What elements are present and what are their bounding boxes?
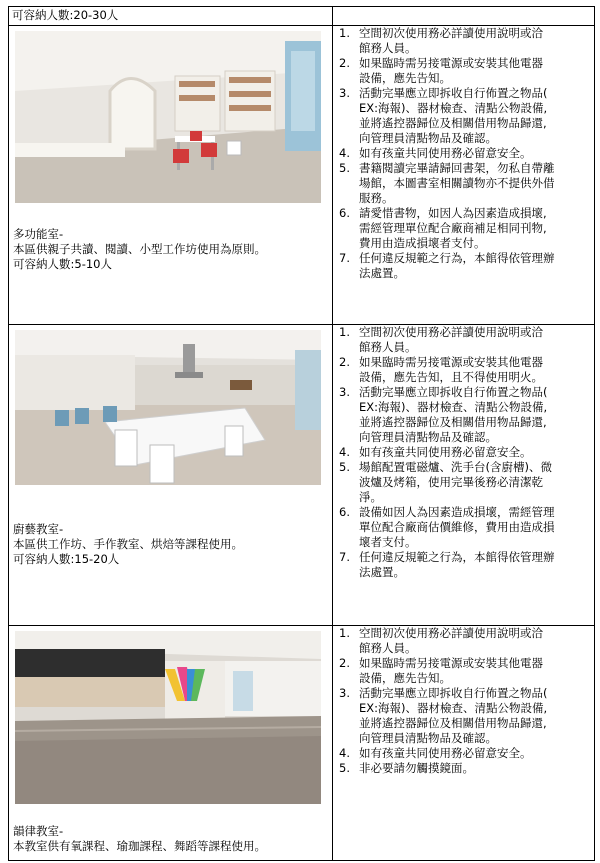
kitchen-classroom-photo — [15, 330, 321, 485]
list-item: 6. 設備如因人為因素造成損壞，需經管理 單位配合廠商估價維修，費用由造成損 壞者支付。 — [339, 505, 555, 549]
rules-cell — [333, 26, 595, 325]
list-item: 7. 任何違反規範之行為，本館得依管理辦 法處置。 — [339, 550, 555, 579]
list-item: 5. 場館配置電磁爐、洗手台(含廚槽)、微 波爐及烤箱，使用完畢後務必清潔乾 淨。 — [339, 460, 552, 504]
room-description: 本區供親子共讀、閱讀、小型工作坊使用為原則。 — [13, 242, 266, 256]
list-item: 2. 如果臨時需另接電源或安裝其他電器 設備，應先告知。 — [339, 56, 543, 85]
table-row — [9, 325, 595, 626]
list-item: 3. 活動完畢應立即拆收自行佈置之物品( EX:海報)、器材檢查、清點公物設備, 並將遙控器歸位及相關借用物品歸還, 向管理員清點物品及確認。 — [339, 86, 548, 145]
room-capacity: 可容納人數:15-20人 — [13, 552, 120, 566]
rules-cell — [333, 626, 595, 861]
list-item: 4. 如有孩童共同使用務必留意安全。 — [339, 146, 532, 160]
table-row — [9, 7, 595, 26]
list-item: 4. 如有孩童共同使用務必留意安全。 — [339, 746, 532, 760]
rules-cell — [333, 325, 595, 626]
rules-list — [333, 626, 594, 776]
list-item: 1. 空間初次使用務必詳讀使用說明或洽 館務人員。 — [339, 26, 543, 55]
list-item: 2. 如果臨時需另接電源或安裝其他電器 設備，應先告知，且不得使用明火。 — [339, 355, 543, 384]
room-cell-kitchen — [9, 325, 333, 626]
rules-list — [333, 325, 594, 580]
multipurpose-room-info — [13, 227, 266, 272]
rules-table — [8, 6, 595, 861]
room-capacity: 可容納人數:5-10人 — [13, 257, 112, 271]
rhythm-classroom-info — [13, 824, 266, 854]
list-item: 1. 空間初次使用務必詳讀使用說明或洽 館務人員。 — [339, 626, 543, 655]
multipurpose-room-photo — [15, 31, 321, 203]
list-item: 1. 空間初次使用務必詳讀使用說明或洽 館務人員。 — [339, 325, 543, 354]
kitchen-classroom-info — [13, 522, 243, 567]
list-item: 6. 請愛惜書物，如因人為因素造成損壞, 需經管理單位配合廠商補足相同刊物, 費用由造成損壞者支付。 — [339, 206, 547, 250]
room-description: 本區供工作坊、手作教室、烘焙等課程使用。 — [13, 537, 243, 551]
room-title: 廚藝教室- — [13, 522, 64, 536]
table-row — [9, 26, 595, 325]
top-capacity-text: 可容納人數:20-30人 — [12, 8, 119, 22]
list-item: 7. 任何違反規範之行為，本館得依管理辦 法處置。 — [339, 251, 555, 280]
list-item: 5. 書籍閱讀完畢請歸回書架，勿私自帶離 場館，本圖書室相關讀物亦不提供外借 服務。 — [339, 161, 555, 205]
list-item: 4. 如有孩童共同使用務必留意安全。 — [339, 445, 532, 459]
room-cell-multipurpose — [9, 26, 333, 325]
rules-list — [333, 26, 594, 281]
room-title: 多功能室- — [13, 227, 64, 241]
rhythm-classroom-photo — [15, 631, 321, 804]
room-cell-rhythm — [9, 626, 333, 861]
empty-cell — [333, 7, 595, 26]
list-item: 3. 活動完畢應立即拆收自行佈置之物品( EX:海報)、器材檢查、清點公物設備, 並將遙控器歸位及相關借用物品歸還, 向管理員清點物品及確認。 — [339, 385, 548, 444]
list-item: 5. 非必要請勿觸摸鏡面。 — [339, 761, 474, 775]
list-item: 3. 活動完畢應立即拆收自行佈置之物品( EX:海報)、器材檢查、清點公物設備, 並將遙控器歸位及相關借用物品歸還, 向管理員清點物品及確認。 — [339, 686, 548, 745]
table-row — [9, 626, 595, 861]
room-title: 韻律教室- — [13, 824, 64, 838]
list-item: 2. 如果臨時需另接電源或安裝其他電器 設備，應先告知。 — [339, 656, 543, 685]
capacity-cell — [9, 7, 333, 26]
room-description: 本教室供有氧課程、瑜珈課程、舞蹈等課程使用。 — [13, 839, 266, 853]
